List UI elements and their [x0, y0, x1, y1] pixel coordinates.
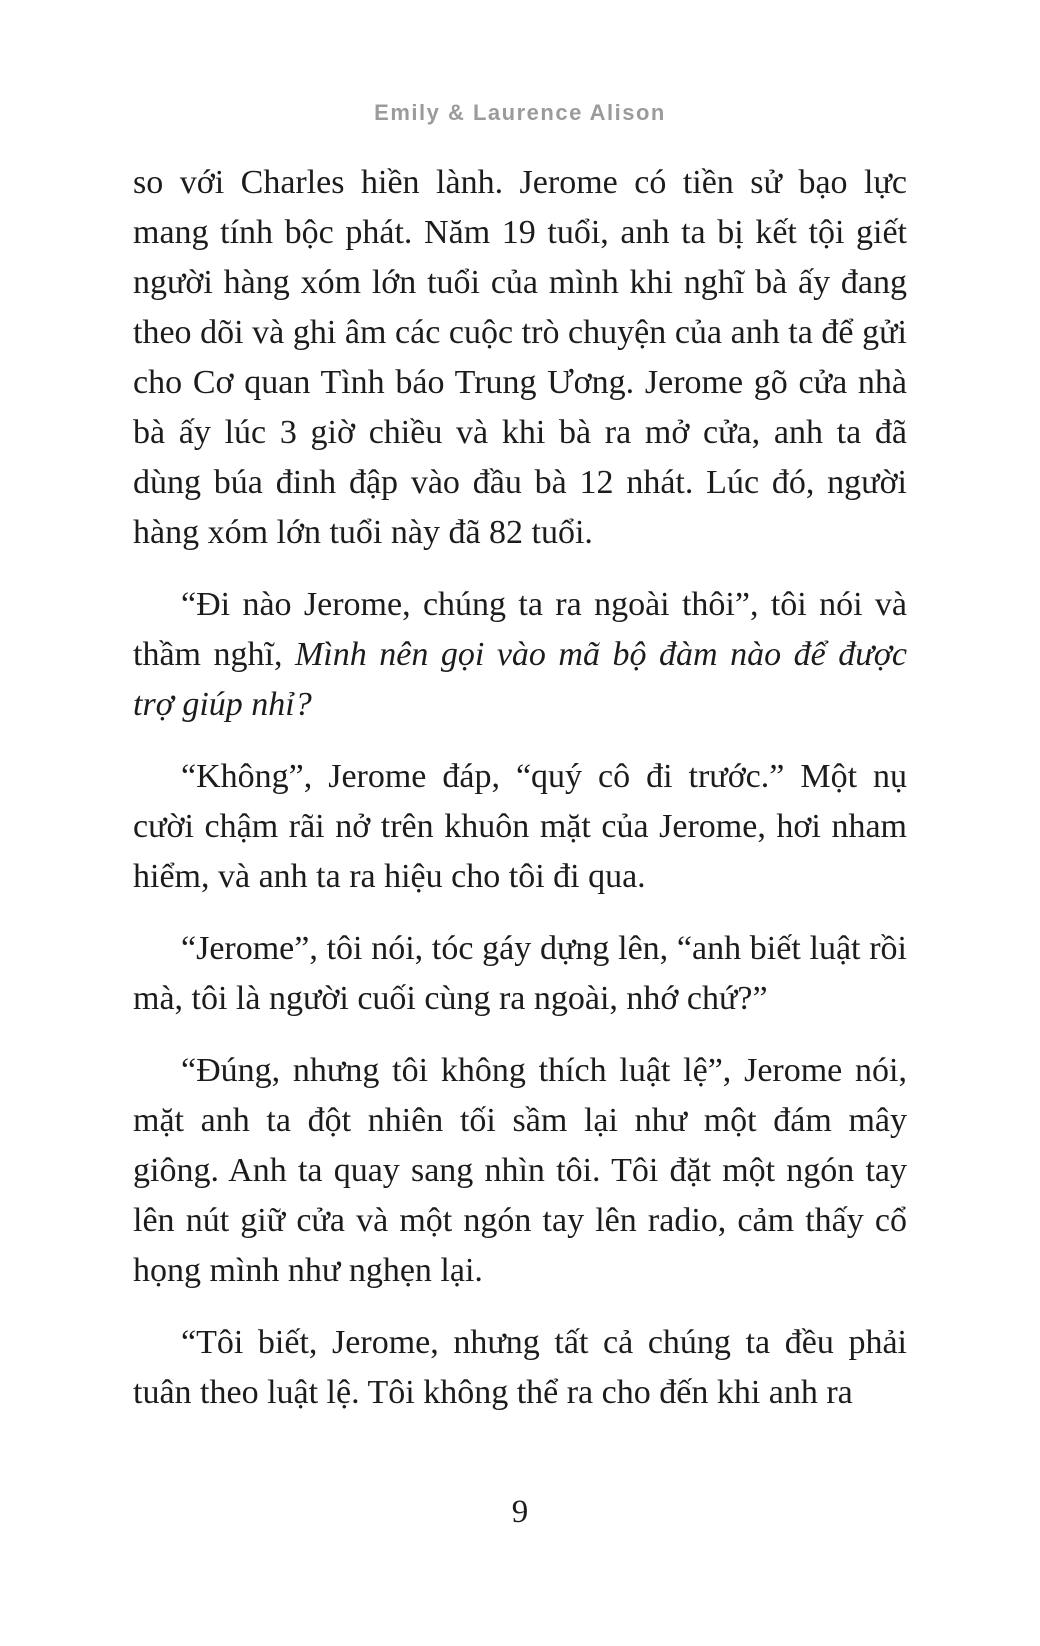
page-footer: [0, 1494, 1040, 1531]
paragraph-text: “Không”, Jerome đáp, “quý cô đi trước.” Một nụ cười chậm rãi nở trên khuôn mặt của Jerome, hơi nham hiểm, và anh ta ra hiệu cho tôi đi qua.: [133, 758, 907, 895]
paragraph: [133, 924, 907, 1024]
paragraph-text: “Tôi biết, Jerome, nhưng tất cả chúng ta đều phải tuân theo luật lệ. Tôi không thể ra cho đến khi anh ra: [133, 1324, 907, 1411]
running-header-author: Emily & Laurence Alison: [374, 100, 666, 125]
page-body: [133, 158, 907, 1440]
running-header: [0, 100, 1040, 126]
page-number: 9: [511, 1494, 529, 1530]
paragraph: [133, 1318, 907, 1418]
paragraph: [133, 752, 907, 902]
paragraph: [133, 158, 907, 558]
paragraph: [133, 1046, 907, 1296]
paragraph-text: “Đi nào Jerome, chúng ta ra ngoài thôi”, tôi nói và thầm nghĩ,: [133, 586, 907, 673]
paragraph: [133, 580, 907, 730]
paragraph-text: so với Charles hiền lành. Jerome có tiền sử bạo lực mang tính bộc phát. Năm 19 tuổi, anh ta bị kết tội giết người hàng xóm lớn tuổi của mình khi nghĩ bà ấy đang theo dõi và ghi âm các cuộc trò chuyện của anh ta để gửi cho Cơ quan Tình báo Trung Ương. Jerome gõ cửa nhà bà ấy lúc 3 giờ chiều và khi bà ra mở cửa, anh ta đã dùng búa đinh đập vào đầu bà 12 nhát. Lúc đó, người hàng xóm lớn tuổi này đã 82 tuổi.: [133, 164, 907, 551]
paragraph-text-italic: Mình nên gọi vào mã bộ đàm nào để được trợ giúp nhỉ?: [133, 636, 907, 723]
paragraph-text: “Đúng, nhưng tôi không thích luật lệ”, Jerome nói, mặt anh ta đột nhiên tối sầm lại như một đám mây giông. Anh ta quay sang nhìn tôi. Tôi đặt một ngón tay lên nút giữ cửa và một ngón tay lên radio, cảm thấy cổ họng mình như nghẹn lại.: [133, 1052, 907, 1289]
paragraph-text: “Jerome”, tôi nói, tóc gáy dựng lên, “anh biết luật rồi mà, tôi là người cuối cùng ra ngoài, nhớ chứ?”: [133, 930, 907, 1017]
